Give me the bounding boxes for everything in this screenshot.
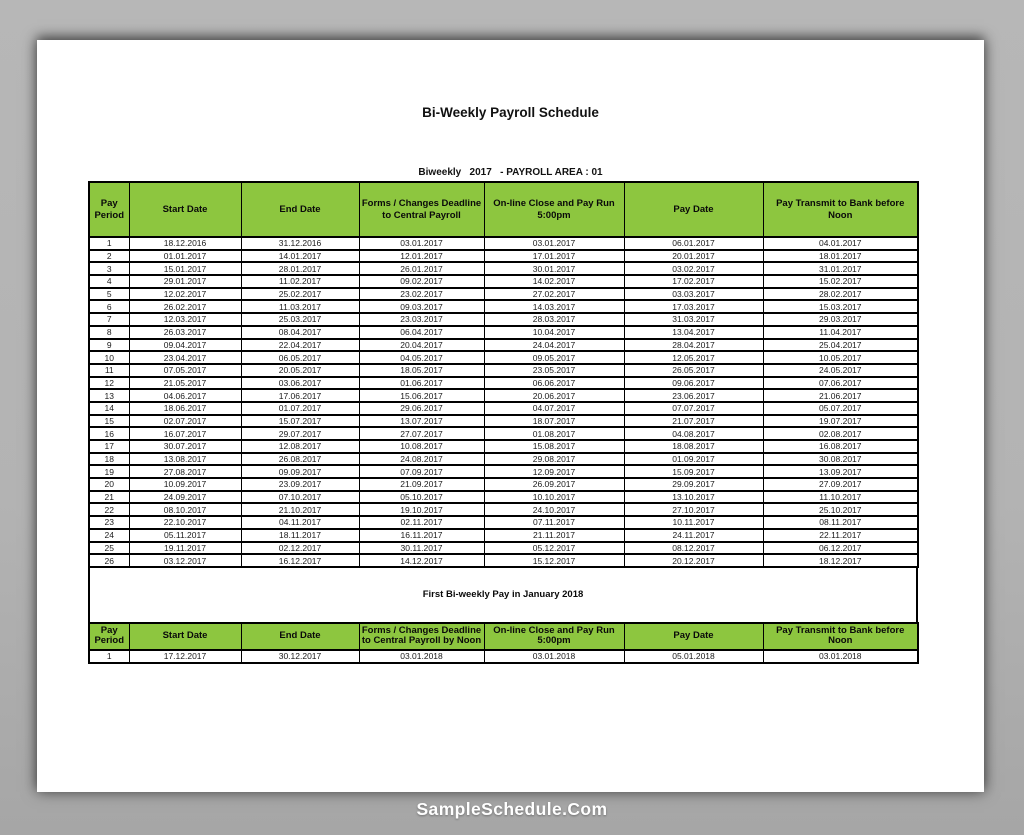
- table-cell: 16.07.2017: [129, 427, 241, 440]
- table-cell: 06.01.2017: [624, 237, 763, 250]
- table-cell: 24: [89, 529, 129, 542]
- table-cell: 21.11.2017: [484, 529, 624, 542]
- col-header-pay-period: Pay Period: [89, 623, 129, 650]
- table-cell: 26.03.2017: [129, 326, 241, 339]
- table-cell: 9: [89, 339, 129, 352]
- table-cell: 02.07.2017: [129, 415, 241, 428]
- table-cell: 17.12.2017: [129, 650, 241, 663]
- table-cell: 20.12.2017: [624, 554, 763, 567]
- table-cell: 11.10.2017: [763, 491, 918, 504]
- table-cell: 18.05.2017: [359, 364, 484, 377]
- table-cell: 04.01.2017: [763, 237, 918, 250]
- table-caption: Biweekly 2017 - PAYROLL AREA : 01: [418, 167, 603, 178]
- table-cell: 05.12.2017: [484, 542, 624, 555]
- table-cell: 22.04.2017: [241, 339, 359, 352]
- table-cell: 07.10.2017: [241, 491, 359, 504]
- table-cell: 14.03.2017: [484, 300, 624, 313]
- table-cell: 18.12.2016: [129, 237, 241, 250]
- table-cell: 08.10.2017: [129, 503, 241, 516]
- table-cell: 09.02.2017: [359, 275, 484, 288]
- table-cell: 07.06.2017: [763, 377, 918, 390]
- col-header-start-date: Start Date: [129, 623, 241, 650]
- payroll-schedule-table: [88, 181, 919, 568]
- table-cell: 25.03.2017: [241, 313, 359, 326]
- table-cell: 17: [89, 440, 129, 453]
- col-header-pay-date: Pay Date: [624, 182, 763, 237]
- table-cell: 24.05.2017: [763, 364, 918, 377]
- table-cell: 5: [89, 288, 129, 301]
- table-row: [89, 465, 918, 478]
- table-cell: 28.02.2017: [763, 288, 918, 301]
- table-cell: 13.07.2017: [359, 415, 484, 428]
- table-cell: 19.10.2017: [359, 503, 484, 516]
- table-cell: 01.08.2017: [484, 427, 624, 440]
- table-cell: 17.02.2017: [624, 275, 763, 288]
- table-cell: 09.05.2017: [484, 351, 624, 364]
- table-cell: 07.09.2017: [359, 465, 484, 478]
- col-header-online-close: On-line Close and Pay Run 5:00pm: [484, 623, 624, 650]
- table-cell: 21: [89, 491, 129, 504]
- table-cell: 03.02.2017: [624, 262, 763, 275]
- table-cell: 27.07.2017: [359, 427, 484, 440]
- table-cell: 12.05.2017: [624, 351, 763, 364]
- col-header-pay-date: Pay Date: [624, 623, 763, 650]
- table-row: [89, 377, 918, 390]
- table-cell: 04.07.2017: [484, 402, 624, 415]
- table-cell: 17.06.2017: [241, 389, 359, 402]
- table-row: [89, 313, 918, 326]
- table-cell: 02.11.2017: [359, 516, 484, 529]
- table-cell: 24.09.2017: [129, 491, 241, 504]
- table-cell: 06.04.2017: [359, 326, 484, 339]
- table-cell: 24.10.2017: [484, 503, 624, 516]
- table-cell: 06.12.2017: [763, 542, 918, 555]
- table-cell: 12.01.2017: [359, 250, 484, 263]
- table-cell: 25.10.2017: [763, 503, 918, 516]
- table-cell: 05.10.2017: [359, 491, 484, 504]
- table-cell: 10: [89, 351, 129, 364]
- table-cell: 23.04.2017: [129, 351, 241, 364]
- table-cell: 3: [89, 262, 129, 275]
- table-cell: 07.05.2017: [129, 364, 241, 377]
- table-cell: 29.03.2017: [763, 313, 918, 326]
- table-cell: 02.12.2017: [241, 542, 359, 555]
- table-cell: 8: [89, 326, 129, 339]
- table-row: [89, 516, 918, 529]
- table-row: [89, 389, 918, 402]
- january-note: First Bi-weekly Pay in January 2018: [88, 568, 918, 622]
- table-cell: 25.02.2017: [241, 288, 359, 301]
- table-cell: 15.03.2017: [763, 300, 918, 313]
- table-cell: 29.09.2017: [624, 478, 763, 491]
- table-cell: 11.04.2017: [763, 326, 918, 339]
- table-cell: 25: [89, 542, 129, 555]
- table-cell: 13.09.2017: [763, 465, 918, 478]
- table-cell: 26.01.2017: [359, 262, 484, 275]
- table-cell: 15.08.2017: [484, 440, 624, 453]
- table-cell: 19.07.2017: [763, 415, 918, 428]
- table-cell: 29.06.2017: [359, 402, 484, 415]
- table-cell: 08.04.2017: [241, 326, 359, 339]
- table-row: [89, 364, 918, 377]
- table-cell: 15.01.2017: [129, 262, 241, 275]
- table-cell: 10.08.2017: [359, 440, 484, 453]
- table-cell: 06.05.2017: [241, 351, 359, 364]
- table-cell: 06.06.2017: [484, 377, 624, 390]
- table-cell: 20: [89, 478, 129, 491]
- table-cell: 12: [89, 377, 129, 390]
- table-cell: 30.01.2017: [484, 262, 624, 275]
- table-cell: 19.11.2017: [129, 542, 241, 555]
- col-header-pay-transmit: Pay Transmit to Bank before Noon: [763, 623, 918, 650]
- table-row: [89, 262, 918, 275]
- watermark: SampleSchedule.Com: [416, 799, 608, 819]
- table-cell: 15.12.2017: [484, 554, 624, 567]
- table-cell: 15: [89, 415, 129, 428]
- table-row: [89, 351, 918, 364]
- table-cell: 27.10.2017: [624, 503, 763, 516]
- table-row: [89, 503, 918, 516]
- table-cell: 09.09.2017: [241, 465, 359, 478]
- table-row: [89, 402, 918, 415]
- table-cell: 18.06.2017: [129, 402, 241, 415]
- table-cell: 28.01.2017: [241, 262, 359, 275]
- table-cell: 05.07.2017: [763, 402, 918, 415]
- table-cell: 12.09.2017: [484, 465, 624, 478]
- table-cell: 03.01.2018: [484, 650, 624, 663]
- table-cell: 04.08.2017: [624, 427, 763, 440]
- col-header-pay-period: Pay Period: [89, 182, 129, 237]
- table-body: [89, 237, 918, 567]
- table-cell: 1: [89, 237, 129, 250]
- table-cell: 31.01.2017: [763, 262, 918, 275]
- table-cell: 03.01.2017: [484, 237, 624, 250]
- table-cell: 07.11.2017: [484, 516, 624, 529]
- table-row: [89, 478, 918, 491]
- table-cell: 14.12.2017: [359, 554, 484, 567]
- table-header: [89, 623, 918, 650]
- table-row: [89, 275, 918, 288]
- table-cell: 10.09.2017: [129, 478, 241, 491]
- table-cell: 26.09.2017: [484, 478, 624, 491]
- table-cell: 23.06.2017: [624, 389, 763, 402]
- table-cell: 17.03.2017: [624, 300, 763, 313]
- table-cell: 08.12.2017: [624, 542, 763, 555]
- document-page: [37, 40, 984, 792]
- table-cell: 04.06.2017: [129, 389, 241, 402]
- table-cell: 16: [89, 427, 129, 440]
- table-cell: 21.06.2017: [763, 389, 918, 402]
- table-cell: 22.10.2017: [129, 516, 241, 529]
- table-cell: 01.06.2017: [359, 377, 484, 390]
- header-row: [89, 623, 918, 650]
- table-cell: 13.10.2017: [624, 491, 763, 504]
- table-cell: 28.04.2017: [624, 339, 763, 352]
- table-row: [89, 529, 918, 542]
- table-row: [89, 542, 918, 555]
- table-cell: 18: [89, 453, 129, 466]
- table-cell: 04.05.2017: [359, 351, 484, 364]
- january-payroll-table: [88, 622, 919, 664]
- table-cell: 17.01.2017: [484, 250, 624, 263]
- table-cell: 21.05.2017: [129, 377, 241, 390]
- table-cell: 18.11.2017: [241, 529, 359, 542]
- col-header-pay-transmit: Pay Transmit to Bank before Noon: [763, 182, 918, 237]
- table-cell: 20.01.2017: [624, 250, 763, 263]
- table-cell: 10.04.2017: [484, 326, 624, 339]
- table-cell: 16.08.2017: [763, 440, 918, 453]
- table-cell: 15.07.2017: [241, 415, 359, 428]
- table-header: [89, 182, 918, 237]
- table-cell: 05.11.2017: [129, 529, 241, 542]
- table-row: [89, 440, 918, 453]
- table-cell: 02.08.2017: [763, 427, 918, 440]
- table-cell: 30.11.2017: [359, 542, 484, 555]
- table-cell: 26.02.2017: [129, 300, 241, 313]
- table-cell: 15.09.2017: [624, 465, 763, 478]
- table-cell: 19: [89, 465, 129, 478]
- col-header-forms-deadline: Forms / Changes Deadline to Central Payroll by Noon: [359, 623, 484, 650]
- page-title: Bi-Weekly Payroll Schedule: [422, 105, 599, 120]
- table-cell: 23.02.2017: [359, 288, 484, 301]
- table-cell: 22.11.2017: [763, 529, 918, 542]
- table-row: [89, 326, 918, 339]
- table-cell: 18.08.2017: [624, 440, 763, 453]
- table-cell: 13.04.2017: [624, 326, 763, 339]
- table-cell: 26: [89, 554, 129, 567]
- table-cell: 21.07.2017: [624, 415, 763, 428]
- table-cell: 23.05.2017: [484, 364, 624, 377]
- table-cell: 27.08.2017: [129, 465, 241, 478]
- table-row: [89, 650, 918, 663]
- table-cell: 04.11.2017: [241, 516, 359, 529]
- table-cell: 31.03.2017: [624, 313, 763, 326]
- table-cell: 22: [89, 503, 129, 516]
- table-cell: 05.01.2018: [624, 650, 763, 663]
- table-cell: 28.03.2017: [484, 313, 624, 326]
- table-row: [89, 491, 918, 504]
- table-cell: 25.04.2017: [763, 339, 918, 352]
- table-cell: 18.01.2017: [763, 250, 918, 263]
- table-cell: 24.08.2017: [359, 453, 484, 466]
- table-cell: 1: [89, 650, 129, 663]
- table-cell: 10.10.2017: [484, 491, 624, 504]
- table-cell: 11: [89, 364, 129, 377]
- table-cell: 10.11.2017: [624, 516, 763, 529]
- table-cell: 14.01.2017: [241, 250, 359, 263]
- table-cell: 11.03.2017: [241, 300, 359, 313]
- table-cell: 21.10.2017: [241, 503, 359, 516]
- col-header-end-date: End Date: [241, 623, 359, 650]
- table-cell: 13: [89, 389, 129, 402]
- table-cell: 08.11.2017: [763, 516, 918, 529]
- table-cell: 23.03.2017: [359, 313, 484, 326]
- table-cell: 24.11.2017: [624, 529, 763, 542]
- table-row: [89, 554, 918, 567]
- table-cell: 10.05.2017: [763, 351, 918, 364]
- table-cell: 03.01.2018: [359, 650, 484, 663]
- table-cell: 26.05.2017: [624, 364, 763, 377]
- table-row: [89, 237, 918, 250]
- table-cell: 13.08.2017: [129, 453, 241, 466]
- table-cell: 2: [89, 250, 129, 263]
- table-cell: 03.01.2017: [359, 237, 484, 250]
- col-header-forms-deadline: Forms / Changes Deadline to Central Payroll: [359, 182, 484, 237]
- table-cell: 01.09.2017: [624, 453, 763, 466]
- table-cell: 29.07.2017: [241, 427, 359, 440]
- table-cell: 23.09.2017: [241, 478, 359, 491]
- table-cell: 27.09.2017: [763, 478, 918, 491]
- table-cell: 4: [89, 275, 129, 288]
- table-cell: 7: [89, 313, 129, 326]
- table-cell: 26.08.2017: [241, 453, 359, 466]
- col-header-end-date: End Date: [241, 182, 359, 237]
- table-cell: 18.07.2017: [484, 415, 624, 428]
- table-row: [89, 250, 918, 263]
- table-cell: 27.02.2017: [484, 288, 624, 301]
- table-cell: 20.05.2017: [241, 364, 359, 377]
- table-cell: 18.12.2017: [763, 554, 918, 567]
- table-row: [89, 300, 918, 313]
- table-cell: 07.07.2017: [624, 402, 763, 415]
- table-cell: 03.01.2018: [763, 650, 918, 663]
- table-cell: 30.08.2017: [763, 453, 918, 466]
- table-cell: 09.04.2017: [129, 339, 241, 352]
- table-cell: 03.12.2017: [129, 554, 241, 567]
- table-cell: 31.12.2016: [241, 237, 359, 250]
- table-cell: 14: [89, 402, 129, 415]
- table-cell: 20.04.2017: [359, 339, 484, 352]
- table-cell: 14.02.2017: [484, 275, 624, 288]
- table-cell: 16.11.2017: [359, 529, 484, 542]
- table-cell: 12.03.2017: [129, 313, 241, 326]
- col-header-online-close: On-line Close and Pay Run 5:00pm: [484, 182, 624, 237]
- table-cell: 01.01.2017: [129, 250, 241, 263]
- table-cell: 20.06.2017: [484, 389, 624, 402]
- table-cell: 6: [89, 300, 129, 313]
- table-cell: 15.06.2017: [359, 389, 484, 402]
- table-cell: 29.08.2017: [484, 453, 624, 466]
- table-body: [89, 650, 918, 663]
- table-cell: 11.02.2017: [241, 275, 359, 288]
- table-row: [89, 415, 918, 428]
- schedule-area: [88, 181, 920, 664]
- table-row: [89, 427, 918, 440]
- table-cell: 30.12.2017: [241, 650, 359, 663]
- table-cell: 15.02.2017: [763, 275, 918, 288]
- table-row: [89, 288, 918, 301]
- table-cell: 01.07.2017: [241, 402, 359, 415]
- table-cell: 09.06.2017: [624, 377, 763, 390]
- table-cell: 29.01.2017: [129, 275, 241, 288]
- col-header-start-date: Start Date: [129, 182, 241, 237]
- table-cell: 24.04.2017: [484, 339, 624, 352]
- table-cell: 09.03.2017: [359, 300, 484, 313]
- table-cell: 21.09.2017: [359, 478, 484, 491]
- table-cell: 03.06.2017: [241, 377, 359, 390]
- table-cell: 12.02.2017: [129, 288, 241, 301]
- table-cell: 12.08.2017: [241, 440, 359, 453]
- table-cell: 03.03.2017: [624, 288, 763, 301]
- table-row: [89, 339, 918, 352]
- header-row: [89, 182, 918, 237]
- table-row: [89, 453, 918, 466]
- table-cell: 30.07.2017: [129, 440, 241, 453]
- table-cell: 23: [89, 516, 129, 529]
- table-cell: 16.12.2017: [241, 554, 359, 567]
